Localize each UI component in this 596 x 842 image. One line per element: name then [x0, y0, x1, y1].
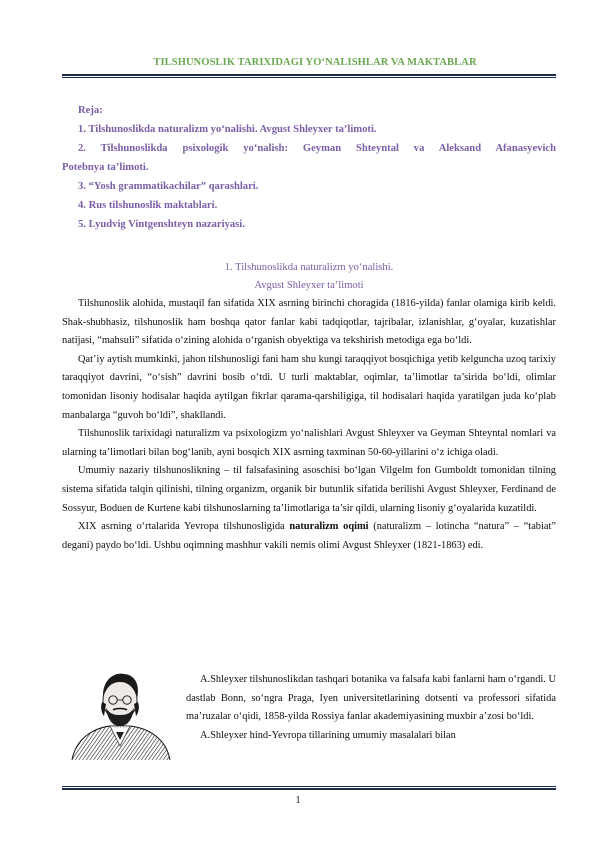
portrait-engraving: [66, 668, 174, 760]
paragraph-5: [62, 518, 556, 555]
paragraph-5-end: (naturalizm – lotincha “natura” – “tabiat” degani) paydo bo‘ldi. Ushbu oqimning mashhur vakili nemis olimi Avgust Shleyxer (1821-1863) edi.: [62, 521, 556, 551]
paragraph-7: A.Shleyxer hind-Yevropa tillarining umumiy masalalari bilan: [200, 729, 456, 741]
paragraph-4: Umumiy nazariy tilshunoslikning – til falsafasining asoschisi bo‘lgan Vilgelm fon Gumboldt tomonidan tilning sistema sifatida talqin qilinishi, tilning organizm, organik bir butunlik sifatida berilishi Avgust Shleyxer, Ferdinand de Sossyur, Boduen de Kurtene kabi tilshunoslarning ta’limotlariga ta’sir qildi, ularning lisoniy g‘oyalarida kuzatildi.: [62, 465, 556, 514]
plan-heading: Reja:: [78, 105, 103, 116]
paragraph-6: A.Shleyxer tilshunoslikdan tashqari botanika va falsafa kabi fanlarni ham o‘rgandi. U dastlab Bonn, so‘ngra Praga, Iyen universitetlarining dotsenti va professori sifatida ma’ruzalar o‘qidi, 1858-yilda Rossiya fanlar akademiyasining muxbir a’zosi bo‘ldi.: [186, 674, 556, 723]
header-rule: [62, 74, 556, 78]
plan-list: [62, 101, 556, 234]
paragraph-5-start: XIX asrning o‘rtalarida Yevropa tilshunosligida: [78, 521, 290, 533]
plan-item-1: 1. Tilshunoslikda naturalizm yo‘nalishi. Avgust Shleyxer ta’limoti.: [78, 124, 377, 135]
plan-item-2-line-1: 2. Tilshunoslikda psixologik yo‘nalish: Geyman Shteyntal va Aleksand Afanasyevich: [78, 143, 556, 154]
body-text: [62, 295, 556, 555]
paragraph-2: Qat’iy aytish mumkinki, jahon tilshunosligi fani ham shu kungi taraqqiyot bosqichiga yetib kelguncha uzoq tarixiy taraqqiyot davrini, “o‘sish” davrini bosib o‘tdi. U turli maktablar, oqimlar, ta’limotlar ta’sirida bo‘ldi, olimlar tomonidan lisoniy hodisalar haqida aytilgan fikrlar qarama-qarshiligiga, til hodisalari haqida yaratilgan juda ko‘plab manbalarga “guvoh bo‘ldi”, shakllandi.: [62, 353, 556, 421]
paragraph-1: Tilshunoslik alohida, mustaqil fan sifatida XIX asrning birinchi choragida (1816-yilda) fanlar olamiga kirib keldi. Shak-shubhasiz, tilshunoslik ham boshqa qator fanlar kabi tadqiqotlar, tajribalar, izlanishlar, g‘oyalar, kuzatishlar natijasi, “mahsuli” sifatida o‘zining alohida o‘rganish obyektiga va tekshirish metodiga ega bo‘ldi.: [62, 298, 556, 347]
paragraph-3: Tilshunoslik tarixidagi naturalizm va psixologizm yo‘nalishlari Avgust Shleyxer va Geyman Shteyntal nomlari va ularning ta’limotlari bilan bog‘lanib, ayni bosqich XIX asrning taxminan 50-60-yillarini o‘z ichiga oladi.: [62, 428, 556, 458]
running-header-title: TILSHUNOSLIK TARIXIDAGI YO‘NALISHLAR VA MAKTABLAR: [153, 57, 477, 68]
section-subtitle: Avgust Shleyxer ta’limoti: [254, 280, 364, 291]
footer-rule: [62, 786, 556, 790]
side-text: [186, 671, 556, 745]
plan-item-4: 4. Rus tilshunoslik maktablari.: [78, 200, 218, 211]
page-number: 1: [295, 795, 301, 806]
section-title: 1. Tilshunoslikda naturalizm yo‘nalishi.: [224, 262, 394, 273]
plan-item-3: 3. “Yosh grammatikachilar” qarashlari.: [78, 181, 259, 192]
plan-item-5: 5. Lyudvig Vintgenshteyn nazariyasi.: [78, 219, 245, 230]
plan-item-2-line-2: Potebnya ta’limoti.: [62, 162, 149, 173]
term-naturalizm-oqimi: naturalizm oqimi: [289, 521, 369, 533]
